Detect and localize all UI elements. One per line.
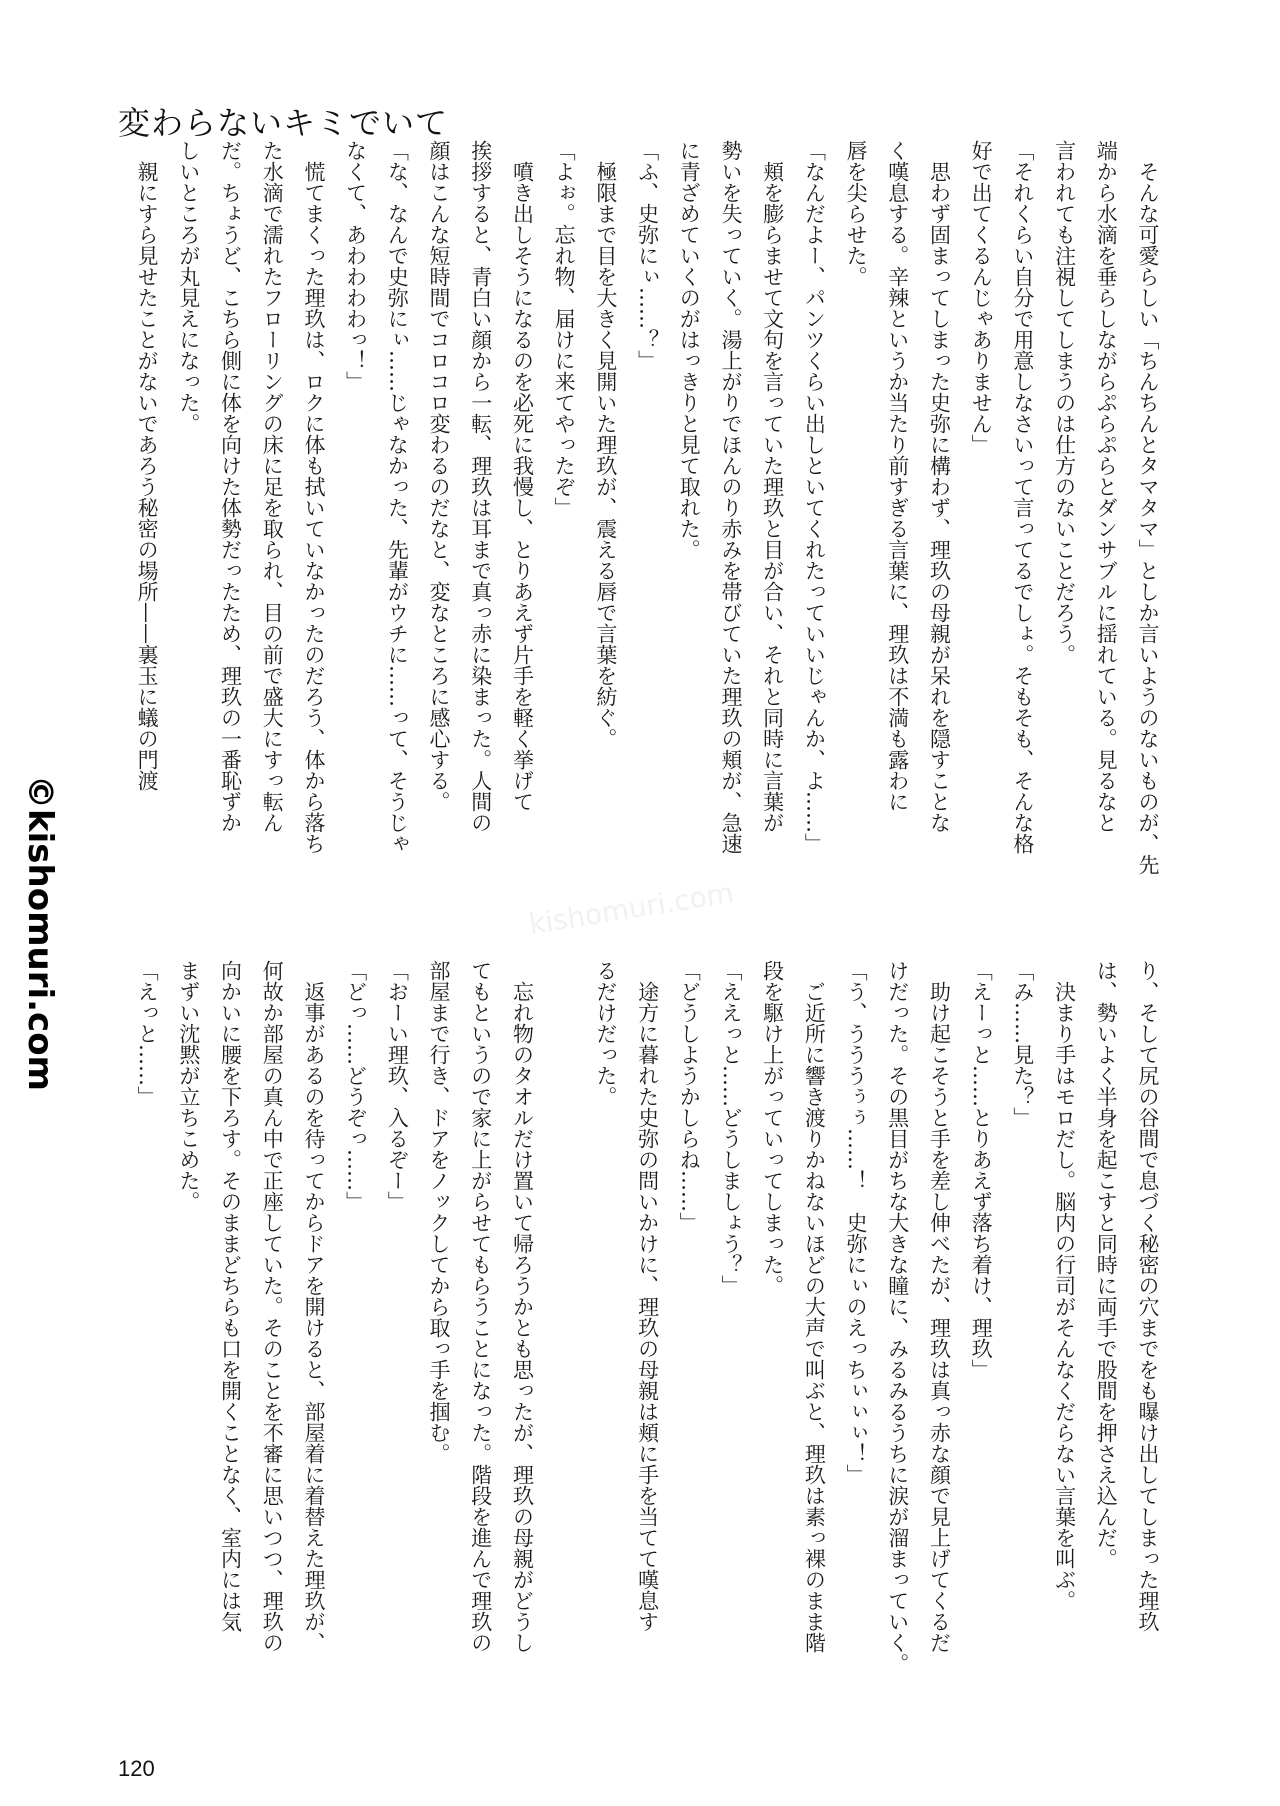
text-column: 忘れ物のタオルだけ置いて帰ろうかとも思ったが、理玖の母親がどうし xyxy=(510,960,535,1653)
text-column: 端から水滴を垂らしながらぷらぷらとダンサブルに揺れている。見るなと xyxy=(1094,140,1119,833)
text-column: 助け起こそうと手を差し伸べたが、理玖は真っ赤な顔で見上げてくるだ xyxy=(927,960,952,1653)
text-column: 極限まで目を大きく見開いた理玖が、震える唇で言葉を紡ぐ。 xyxy=(593,140,618,749)
text-column: に青ざめていくのがはっきりと見て取れた。 xyxy=(677,140,702,560)
text-column: そんな可愛らしい「ちんちんとタマタマ」としか言いようのないものが、先 xyxy=(1136,140,1160,875)
text-column: 「それくらい自分で用意しなさいって言ってるでしょ。そもそも、そんな格 xyxy=(1010,140,1035,854)
text-column: 言われても注視してしまうのは仕方のないことだろう。 xyxy=(1052,140,1077,665)
text-column: 「なんだよー、パンツくらい出しといてくれたっていいじゃんか、よ……」 xyxy=(802,140,827,854)
text-column: てもというので家に上がらせてもらうことになった。階段を進んで理玖の xyxy=(468,960,493,1653)
text-column: 「おーい理玖、入るぞー」 xyxy=(385,960,410,1212)
text-column: 「な、なんで史弥にぃ……じゃなかった、先輩がウチに……って、そうじゃ xyxy=(385,140,410,854)
text-column: るだけだった。 xyxy=(593,960,618,1107)
text-column: 「み……見た？」 xyxy=(1010,960,1035,1128)
text-column: り、そして尻の谷間で息づく秘密の穴までをも曝け出してしまった理玖 xyxy=(1136,960,1160,1632)
text-column: は、勢いよく半身を起こすと同時に両手で股間を押さえ込んだ。 xyxy=(1094,960,1119,1569)
text-column: 「よぉ。忘れ物、届けに来てやったぞ」 xyxy=(552,140,577,518)
text-column: 向かいに腰を下ろす。そのままどちらも口を開くことなく、室内には気 xyxy=(218,960,243,1632)
faint-watermark: kishomuri.com xyxy=(526,876,736,941)
text-column: 段を駆け上がっていってしまった。 xyxy=(760,960,785,1296)
text-column: 「えーっと……とりあえず落ち着け、理玖」 xyxy=(969,960,994,1380)
text-column: なくて、あわわわわっ！」 xyxy=(343,140,368,392)
copyright-watermark: ©kishomuri.com xyxy=(20,775,60,1091)
text-column: 途方に暮れた史弥の問いかけに、理玖の母親は頬に手を当てて嘆息す xyxy=(635,960,660,1632)
text-column: く嘆息する。辛辣というか当たり前すぎる言葉に、理玖は不満も露わに xyxy=(885,140,910,812)
text-column: ご近所に響き渡りかねないほどの大声で叫ぶと、理玖は素っ裸のまま階 xyxy=(802,960,827,1653)
text-column: 何故か部屋の真ん中で正座していた。そのことを不審に思いつつ、理玖の xyxy=(260,960,285,1653)
text-column: 部屋まで行き、ドアをノックしてから取っ手を掴む。 xyxy=(427,960,452,1464)
text-column: 唇を尖らせた。 xyxy=(844,140,869,287)
text-column: 挨拶すると、青白い顔から一転、理玖は耳まで真っ赤に染まった。人間の xyxy=(468,140,493,833)
text-column: 「どうしようかしらね……」 xyxy=(677,960,702,1233)
text-column: 慌てまくった理玖は、ロクに体も拭いていなかったのだろう、体から落ち xyxy=(301,140,326,854)
text-column: まずい沈黙が立ちこめた。 xyxy=(176,960,201,1212)
text-column: 「う、うううぅぅ……！ 史弥にぃのえっちぃぃぃ！」 xyxy=(844,960,869,1485)
text-column: 「ふ、史弥にぃ……？」 xyxy=(635,140,660,371)
text-column: 決まり手はモロだし。脳内の行司がそんなくだらない言葉を叫ぶ。 xyxy=(1052,960,1077,1611)
text-column: 顔はこんな短時間でコロコロ変わるのだなと、変なところに感心する。 xyxy=(427,140,452,812)
text-column: 思わず固まってしまった史弥に構わず、理玖の母親が呆れを隠すことな xyxy=(927,140,952,833)
text-column: 「ええっと……どうしましょう？」 xyxy=(718,960,743,1296)
text-column: 噴き出しそうになるのを必死に我慢し、とりあえず片手を軽く挙げて xyxy=(510,140,535,812)
page-title: 変わらないキミでいて xyxy=(118,104,449,142)
text-column: だ。ちょうど、こちら側に体を向けた体勢だったため、理玖の一番恥ずか xyxy=(218,140,243,833)
text-column: 勢いを失っていく。湯上がりでほんのり赤みを帯びていた理玖の頬が、急速 xyxy=(718,140,743,854)
text-column xyxy=(542,960,584,1720)
text-column: けだった。その黒目がちな大きな瞳に、みるみるうちに涙が溜まっていく。 xyxy=(885,960,910,1674)
body-text-upper xyxy=(125,140,1168,875)
page-number: 120 xyxy=(118,1756,155,1781)
text-column: 親にすら見せたことがないであろう秘密の場所——裏玉に蟻の門渡 xyxy=(135,140,160,791)
text-column: た水滴で濡れたフローリングの床に足を取られ、目の前で盛大にすっ転ん xyxy=(260,140,285,833)
text-column: 好で出てくるんじゃありません」 xyxy=(969,140,994,455)
text-column: 頬を膨らませて文句を言っていた理玖と目が合い、それと同時に言葉が xyxy=(760,140,785,833)
text-column: しいところが丸見えになった。 xyxy=(176,140,201,434)
text-column: 「えっと……」 xyxy=(135,960,160,1107)
text-column: 「どっ……どうぞっ……」 xyxy=(343,960,368,1212)
body-text-lower xyxy=(125,960,1168,1720)
text-column: 返事があるのを待ってからドアを開けると、部屋着に着替えた理玖が、 xyxy=(301,960,326,1653)
